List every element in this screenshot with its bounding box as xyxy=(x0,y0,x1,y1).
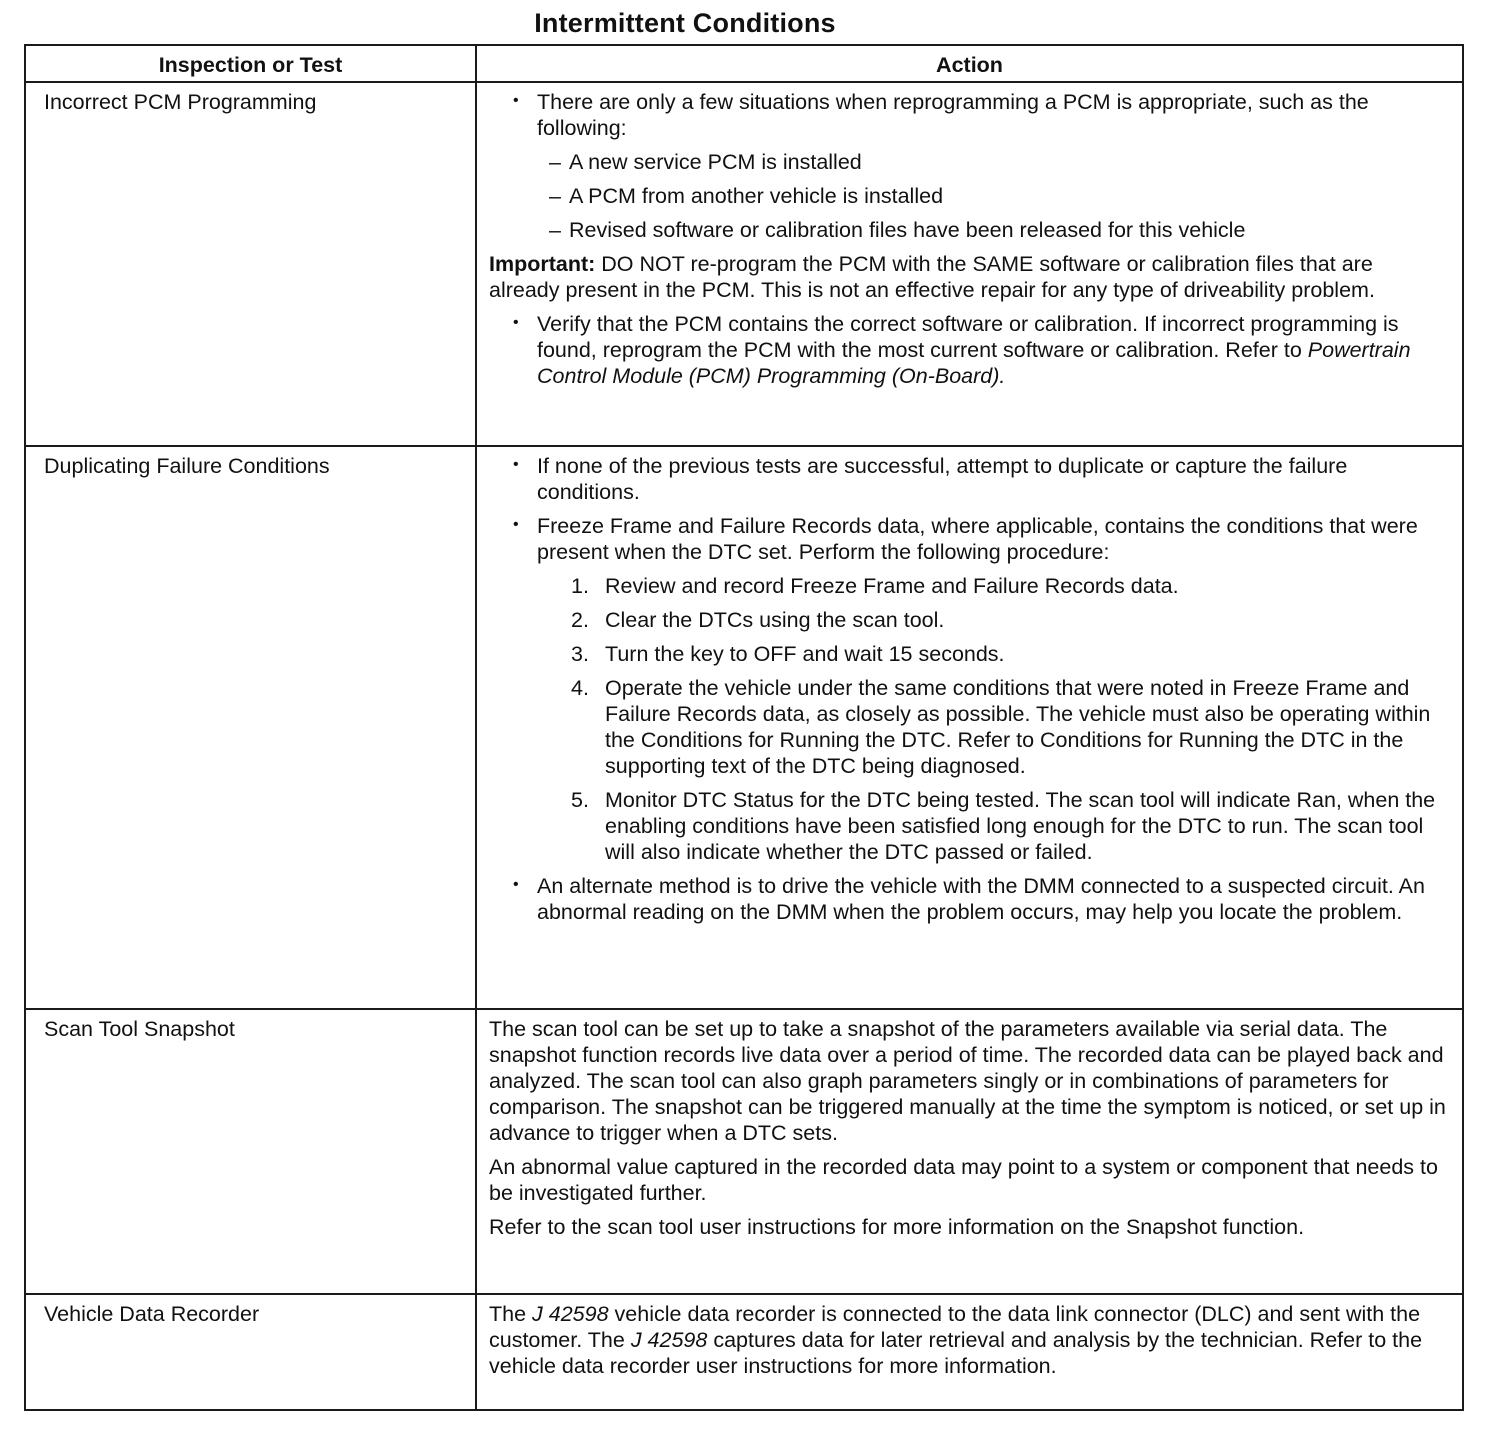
list-item-text: If none of the previous tests are successful, attempt to duplicate or capture the failure conditions. xyxy=(537,454,1348,504)
numbered-step xyxy=(489,607,1448,633)
sub-list-item-text: A new service PCM is installed xyxy=(569,150,862,174)
paragraph xyxy=(489,1301,1448,1379)
diagnostic-table xyxy=(24,44,1464,1411)
bullet-icon: • xyxy=(513,92,519,109)
list-item xyxy=(489,89,1448,141)
step-number: 4. xyxy=(571,676,589,700)
action-cell xyxy=(476,446,1463,1009)
table-row xyxy=(25,1009,1463,1294)
inspection-cell: Scan Tool Snapshot xyxy=(25,1009,476,1294)
step-text: Monitor DTC Status for the DTC being tested. The scan tool will indicate Ran, when the enabling conditions have been satisfied long enough for the DTC to run. The scan tool will also indicate whether the DTC passed or failed. xyxy=(605,788,1436,864)
column-header-inspection: Inspection or Test xyxy=(25,45,476,82)
important-note xyxy=(489,251,1448,303)
sub-list-item xyxy=(489,183,1448,209)
paragraph-text: captures data for later retrieval and analysis by the technician. Refer to the vehicle data recorder user instructions for more information. xyxy=(489,1328,1423,1378)
dash-icon: – xyxy=(549,150,561,174)
sub-list-item xyxy=(489,217,1448,243)
paragraph: Refer to the scan tool user instructions for more information on the Snapshot function. xyxy=(489,1215,1305,1239)
action-cell xyxy=(476,1009,1463,1294)
inspection-cell: Duplicating Failure Conditions xyxy=(25,446,476,1009)
step-text: Turn the key to OFF and wait 15 seconds. xyxy=(605,642,1005,666)
list-item xyxy=(489,873,1448,925)
bullet-icon: • xyxy=(513,516,519,533)
numbered-step xyxy=(489,675,1448,779)
bullet-icon: • xyxy=(513,314,519,331)
list-item xyxy=(489,453,1448,505)
paragraph: An abnormal value captured in the recorded data may point to a system or component that needs to be investigated further. xyxy=(489,1155,1438,1205)
step-text: Operate the vehicle under the same conditions that were noted in Freeze Frame and Failure Records data, as closely as possible. The vehicle must also be operating within the Conditions for Running the DTC. Refer to Conditions for Running the DTC in the supporting text of the DTC being diagnosed. xyxy=(605,676,1431,778)
bullet-icon: • xyxy=(513,456,519,473)
sub-list-item-text: Revised software or calibration files have been released for this vehicle xyxy=(569,218,1246,242)
tool-number: J 42598 xyxy=(532,1302,609,1326)
table-header-row xyxy=(25,45,1463,82)
sub-list-item-text: A PCM from another vehicle is installed xyxy=(569,184,944,208)
list-item xyxy=(489,513,1448,565)
list-item-text: An alternate method is to drive the vehicle with the DMM connected to a suspected circuit. An abnormal reading on the DMM when the problem occurs, may help you locate the problem. xyxy=(537,874,1425,924)
important-text: DO NOT re-program the PCM with the SAME software or calibration files that are already present in the PCM. This is not an effective repair for any type of driveability problem. xyxy=(489,252,1375,302)
list-item-text: Freeze Frame and Failure Records data, where applicable, contains the conditions that were present when the DTC set. Perform the following procedure: xyxy=(537,514,1418,564)
table-row xyxy=(25,82,1463,446)
action-cell xyxy=(476,1294,1463,1410)
important-label: Important: xyxy=(489,252,596,276)
numbered-step xyxy=(489,641,1448,667)
paragraph-text: The xyxy=(489,1302,527,1326)
list-item xyxy=(489,311,1448,389)
step-number: 3. xyxy=(571,642,589,666)
action-cell xyxy=(476,82,1463,446)
tool-number: J 42598 xyxy=(630,1328,708,1352)
reference-link-text: Powertrain Control Module (PCM) Programming (On-Board). xyxy=(537,338,1411,388)
inspection-cell: Incorrect PCM Programming xyxy=(25,82,476,446)
column-header-action: Action xyxy=(476,45,1463,82)
step-number: 5. xyxy=(571,788,589,812)
page-title: Intermittent Conditions xyxy=(534,8,836,38)
inspection-cell: Vehicle Data Recorder xyxy=(25,1294,476,1410)
step-number: 2. xyxy=(571,608,589,632)
dash-icon: – xyxy=(549,218,561,242)
paragraph-text: vehicle data recorder is connected to the data link connector (DLC) and sent with the customer. The xyxy=(489,1302,1421,1352)
bullet-icon: • xyxy=(513,876,519,893)
step-number: 1. xyxy=(571,574,589,598)
list-item-text: There are only a few situations when reprogramming a PCM is appropriate, such as the following: xyxy=(537,90,1369,140)
paragraph: The scan tool can be set up to take a snapshot of the parameters available via serial data. The snapshot function records live data over a period of time. The recorded data can be played back and analyzed. The scan tool can also graph parameters singly or in combinations of parameters for comparison. The snapshot can be triggered manually at the time the symptom is noticed, or set up in advance to trigger when a DTC sets. xyxy=(489,1017,1446,1145)
table-row xyxy=(25,446,1463,1009)
sub-list-item xyxy=(489,149,1448,175)
step-text: Review and record Freeze Frame and Failure Records data. xyxy=(605,574,1179,598)
numbered-step xyxy=(489,573,1448,599)
list-item-text: Verify that the PCM contains the correct software or calibration. If incorrect programming is found, reprogram the PCM with the most current software or calibration. Refer to xyxy=(537,312,1399,362)
step-text: Clear the DTCs using the scan tool. xyxy=(605,608,945,632)
numbered-step xyxy=(489,787,1448,865)
dash-icon: – xyxy=(549,184,561,208)
table-row xyxy=(25,1294,1463,1410)
